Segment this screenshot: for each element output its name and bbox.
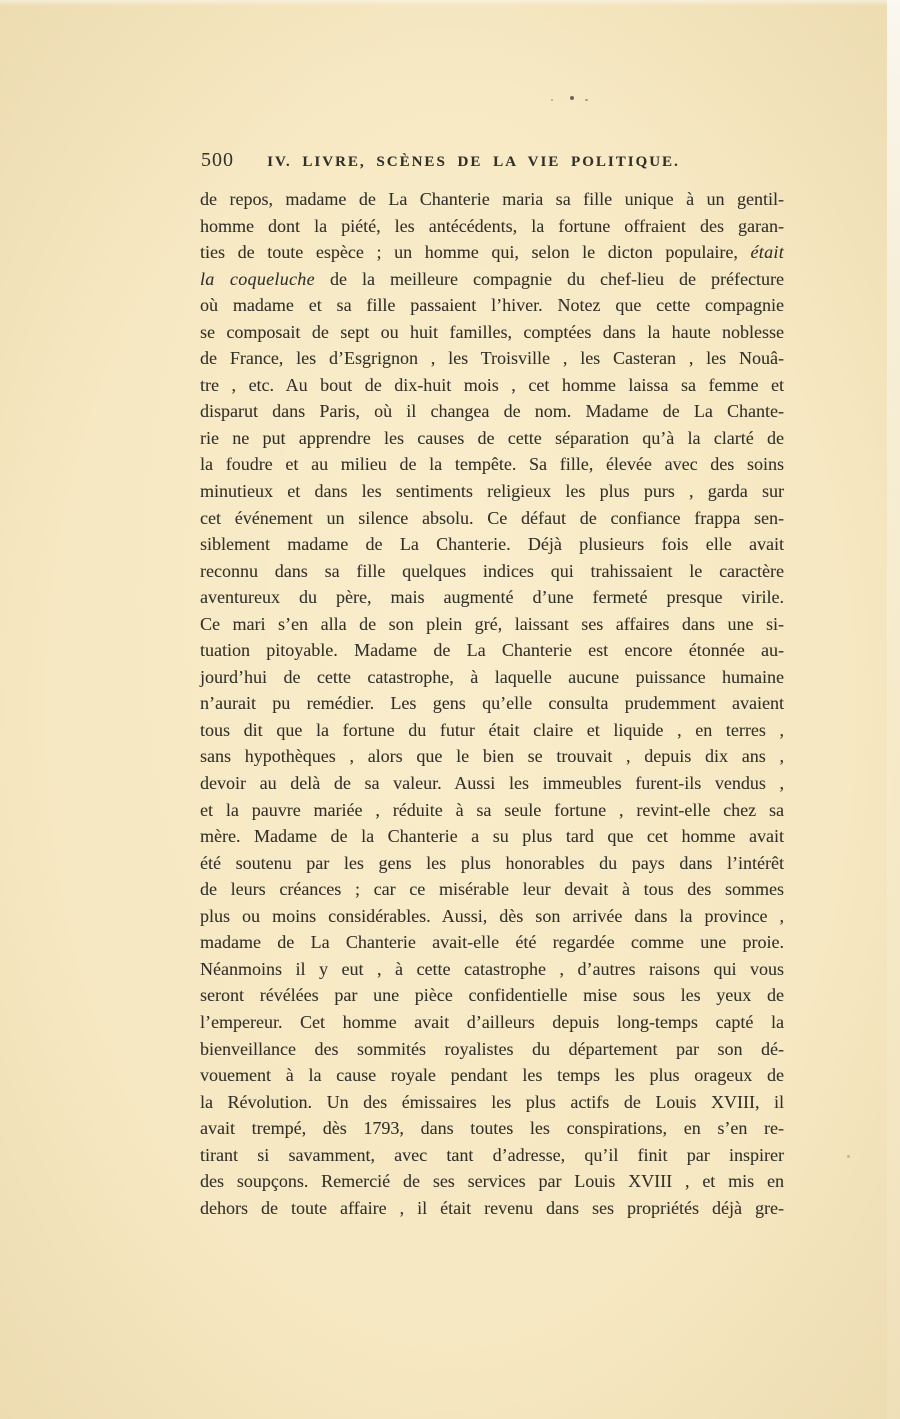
- text-segment: homme dont la piété, les antécédents, la fortune offraient des garan-: [200, 215, 784, 236]
- text-line: [200, 797, 784, 824]
- text-segment: Ce mari s’en alla de son plein gré, laissant ses affaires dans une si-: [200, 613, 784, 634]
- text-segment: seront révélées par une pièce confidentielle mise sous les yeux de: [200, 985, 784, 1006]
- text-segment: la foudre et au milieu de la tempête. Sa fille, élevée avec des soins: [200, 454, 784, 475]
- text-line: [200, 1009, 784, 1036]
- text-line: [200, 319, 784, 346]
- text-segment: siblement madame de La Chanterie. Déjà plusieurs fois elle avait: [200, 534, 784, 555]
- text-segment: de leurs créances ; car ce misérable leur devait à tous des sommes: [200, 879, 784, 900]
- ink-speck: [585, 99, 588, 101]
- text-segment: tre , etc. Au bout de dix-huit mois , cet homme laissa sa femme et: [200, 374, 784, 395]
- text-block: [200, 186, 784, 1221]
- text-line: [200, 743, 784, 770]
- text-line: [200, 345, 784, 372]
- text-line: [200, 558, 784, 585]
- text-line: [200, 823, 784, 850]
- text-segment: où madame et sa fille passaient l’hiver. Notez que cette compagnie: [200, 295, 784, 316]
- text-segment: Néanmoins il y eut , à cette catastrophe , d’autres raisons qui vous: [200, 958, 784, 979]
- text-line: [200, 690, 784, 717]
- text-line: [200, 398, 784, 425]
- text-segment: rie ne put apprendre les causes de cette séparation qu’à la clarté de: [200, 427, 784, 448]
- text-segment: avait trempé, dès 1793, dans toutes les conspirations, en s’en re-: [200, 1118, 784, 1139]
- text-line: [200, 1195, 784, 1222]
- text-line: [200, 505, 784, 532]
- running-head: [201, 149, 787, 172]
- text-line: [200, 584, 784, 611]
- text-segment: l’empereur. Cet homme avait d’ailleurs depuis long-temps capté la: [200, 1011, 784, 1032]
- italic-phrase: la coqueluche: [200, 268, 315, 289]
- text-line: [200, 451, 784, 478]
- text-line: [200, 876, 784, 903]
- text-segment: de France, les d’Esgrignon , les Troisville , les Casteran , les Nouâ-: [200, 348, 784, 369]
- text-line: [200, 903, 784, 930]
- ink-speck: [551, 99, 553, 101]
- text-line: [200, 1168, 784, 1195]
- text-line: [200, 266, 784, 293]
- text-line: [200, 637, 784, 664]
- text-segment: n’aurait pu remédier. Les gens qu’elle consulta prudemment avaient: [200, 693, 784, 714]
- text-line: [200, 1062, 784, 1089]
- text-segment: la Révolution. Un des émissaires les plus actifs de Louis XVIII, il: [200, 1091, 784, 1112]
- text-segment: plus ou moins considérables. Aussi, dès son arrivée dans la province ,: [200, 905, 784, 926]
- text-segment: disparut dans Paris, où il changea de nom. Madame de La Chante-: [200, 401, 784, 422]
- text-segment: des soupçons. Remercié de ses services par Louis XVIII , et mis en: [200, 1171, 784, 1192]
- text-segment: tirant si savamment, avec tant d’adresse, qu’il finit par inspirer: [200, 1144, 784, 1165]
- text-segment: dehors de toute affaire , il était revenu dans ses propriétés déjà gre-: [200, 1197, 784, 1218]
- text-line: [200, 770, 784, 797]
- text-segment: se composait de sept ou huit familles, comptées dans la haute noblesse: [200, 321, 784, 342]
- text-line: [200, 611, 784, 638]
- text-line: [200, 850, 784, 877]
- text-segment: reconnu dans sa fille quelques indices qui trahissaient le caractère: [200, 560, 784, 581]
- text-line: [200, 1115, 784, 1142]
- text-segment: de repos, madame de La Chanterie maria sa fille unique à un gentil-: [200, 189, 784, 209]
- ink-speck: [570, 96, 574, 100]
- text-segment: et la pauvre mariée , réduite à sa seule fortune , revint-elle chez sa: [200, 799, 784, 820]
- text-segment: été soutenu par les gens les plus honorables du pays dans l’intérêt: [200, 852, 784, 873]
- text-line: [200, 717, 784, 744]
- ink-speck: [847, 1155, 850, 1158]
- text-line: [200, 292, 784, 319]
- text-line: [200, 956, 784, 983]
- text-segment: mère. Madame de la Chanterie a su plus tard que cet homme avait: [200, 826, 784, 847]
- text-segment: tous dit que la fortune du futur était claire et liquide , en terres ,: [200, 719, 784, 740]
- text-segment: devoir au delà de sa valeur. Aussi les immeubles furent-ils vendus ,: [200, 773, 784, 794]
- text-line: [200, 186, 784, 213]
- page-number: 500: [201, 149, 234, 171]
- text-line: [200, 1089, 784, 1116]
- text-line: [200, 531, 784, 558]
- text-segment: jourd’hui de cette catastrophe, à laquelle aucune puissance humaine: [200, 666, 784, 687]
- scan-edge-right: [887, 0, 900, 1419]
- italic-phrase: était: [750, 242, 784, 263]
- text-line: [200, 982, 784, 1009]
- text-segment: sans hypothèques , alors que le bien se trouvait , depuis dix ans ,: [200, 746, 784, 767]
- text-line: [200, 1142, 784, 1169]
- text-segment: de la meilleure compagnie du chef-lieu de préfecture: [314, 268, 785, 289]
- text-segment: ties de toute espèce ; un homme qui, selon le dicton populaire,: [200, 242, 751, 263]
- text-line: [200, 929, 784, 956]
- chapter-header: IV. LIVRE, SCÈNES DE LA VIE POLITIQUE.: [267, 154, 680, 170]
- scan-edge-top: [0, 0, 900, 6]
- text-line: [200, 372, 784, 399]
- text-line: [200, 664, 784, 691]
- text-segment: vouement à la cause royale pendant les temps les plus orageux de: [200, 1065, 784, 1086]
- text-line: [200, 478, 784, 505]
- text-segment: bienveillance des sommités royalistes du département par son dé-: [200, 1038, 784, 1059]
- text-segment: minutieux et dans les sentiments religieux les plus purs , garda sur: [200, 481, 784, 502]
- text-line: [200, 1036, 784, 1063]
- text-segment: aventureux du père, mais augmenté d’une fermeté presque virile.: [200, 587, 784, 608]
- text-line: [200, 213, 784, 240]
- text-line: [200, 425, 784, 452]
- text-line: [200, 239, 784, 266]
- text-segment: cet événement un silence absolu. Ce défaut de confiance frappa sen-: [200, 507, 784, 528]
- text-segment: tuation pitoyable. Madame de La Chanterie est encore étonnée au-: [200, 640, 784, 661]
- text-segment: madame de La Chanterie avait-elle été regardée comme une proie.: [200, 932, 784, 953]
